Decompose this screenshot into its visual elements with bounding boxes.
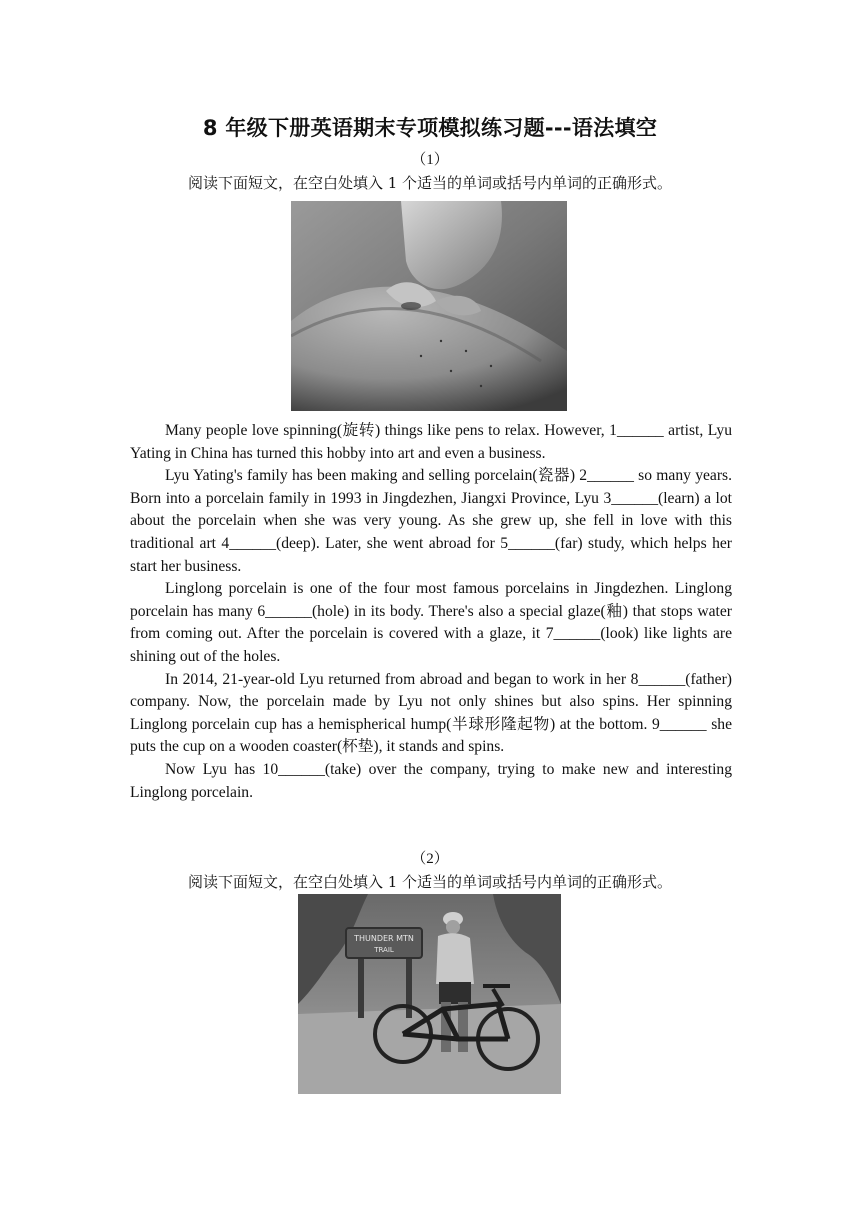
section-1-passage bbox=[130, 420, 732, 804]
passage-paragraph: Linglong porcelain is one of the four most famous porcelains in Jingdezhen. Linglong porcelain has many 6______(hole) in its body. There's also a special glaze(釉) that stops water from coming out. After the porcelain is covered with a glaze, it 7______(look) like lights are shining out of the holes. bbox=[130, 580, 732, 665]
section-1-number: （1） bbox=[411, 152, 449, 168]
trail-sign-line-2: TRAIL bbox=[374, 946, 394, 954]
passage-paragraph: In 2014, 21-year-old Lyu returned from abroad and began to work in her 8______(father) company. Now, the porcelain made by Lyu not only shines but also spins. Her spinning Linglong porcelain cup has a hemispherical hump(半球形隆起物) at the bottom. 9______ she puts the cup on a wooden coaster(杯垫), it stands and spins. bbox=[130, 670, 732, 756]
trail-sign-line-1: THUNDER MTN bbox=[354, 934, 414, 943]
section-2-photo bbox=[298, 894, 561, 1094]
section-2-instruction: 阅读下面短文，在空白处填入 1 个适当的单词或括号内单词的正确形式。 bbox=[187, 873, 673, 891]
section-2-number: （2） bbox=[411, 851, 449, 867]
cyclist-trail-photo bbox=[298, 894, 561, 1094]
passage-paragraph: Many people love spinning(旋转) things like pens to relax. However, 1______ artist, Lyu Yating in China has turned this hobby into art and even a business. bbox=[130, 422, 732, 462]
section-1-photo bbox=[291, 201, 567, 411]
section-1-instruction: 阅读下面短文，在空白处填入 1 个适当的单词或括号内单词的正确形式。 bbox=[187, 174, 673, 192]
porcelain-spinning-photo bbox=[291, 201, 567, 411]
passage-paragraph: Lyu Yating's family has been making and selling porcelain(瓷器) 2______ so many years. Born into a porcelain family in 1993 in Jingdezhen, Jiangxi Province, Lyu 3______(learn) a lot about the porcelain when she was very young. As she grew up, she fell in love with this traditional art 4______(deep). Later, she went abroad for 5______(far) study, which helps her start her business. bbox=[130, 467, 732, 575]
passage-paragraph: Now Lyu has 10______(take) over the company, trying to make new and interesting Linglong porcelain. bbox=[130, 760, 732, 801]
document-title: 8 年级下册英语期末专项模拟练习题---语法填空 bbox=[202, 116, 658, 140]
